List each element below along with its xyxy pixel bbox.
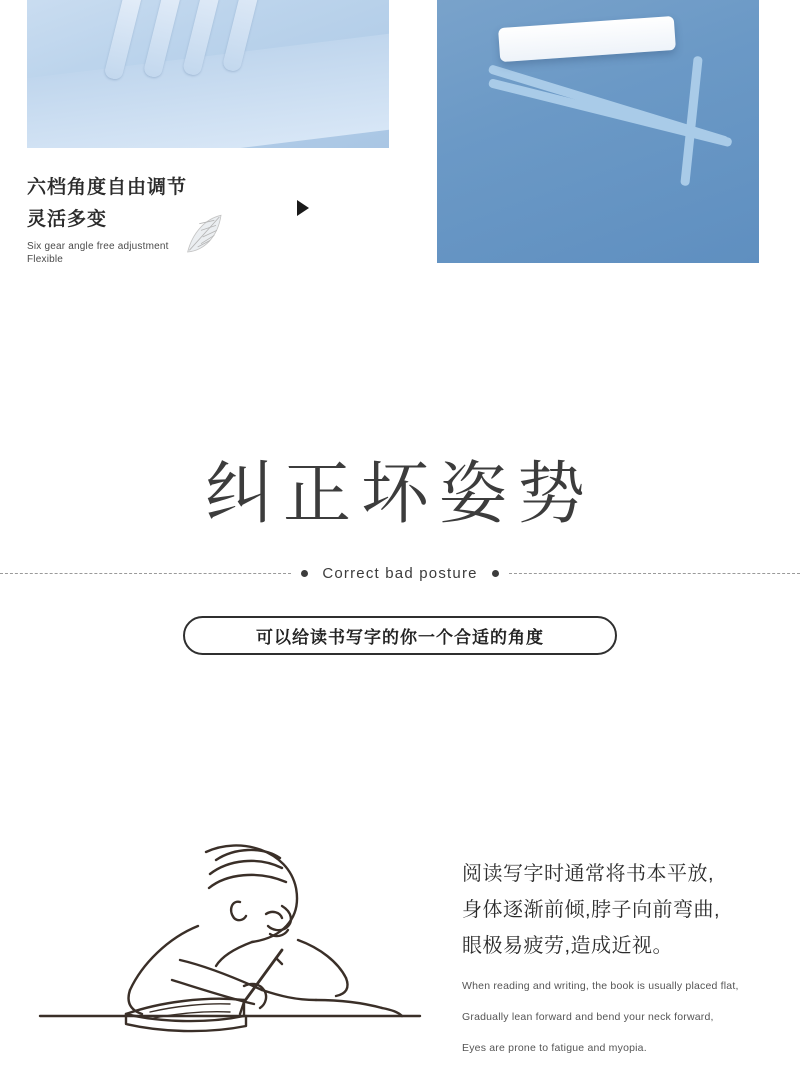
bottom-cn-line3: 眼极易疲劳,造成近视。 xyxy=(462,935,674,957)
divider-line-left xyxy=(0,573,291,574)
bottom-en-line3: Eyes are prone to fatigue and myopia. xyxy=(462,1042,647,1054)
bottom-en-line2: Gradually lean forward and bend your neck forward, xyxy=(462,1011,714,1023)
feature-caption-cn-line1: 六档角度自由调节 xyxy=(27,177,188,198)
bottom-cn-line2: 身体逐渐前倾,脖子向前弯曲, xyxy=(462,899,721,921)
rod-shape xyxy=(680,56,703,186)
play-triangle-icon xyxy=(297,200,309,216)
feature-caption-cn-line2: 灵活多变 xyxy=(27,209,108,230)
feature-caption-en-line2: Flexible xyxy=(27,254,64,265)
divider-line-right xyxy=(509,573,800,574)
panel-edge-shape xyxy=(27,34,389,148)
clip-bar-shape xyxy=(498,16,676,62)
bottom-en-line1: When reading and writing, the book is usually placed flat, xyxy=(462,980,739,992)
child-writing-illustration xyxy=(30,830,430,1060)
divider-dot-right-icon xyxy=(492,570,499,577)
pill-banner xyxy=(183,616,617,655)
bottom-description xyxy=(462,856,782,1057)
divider-dot-left-icon xyxy=(301,570,308,577)
leaf-icon xyxy=(180,212,232,262)
feature-caption-en-line1: Six gear angle free adjustment xyxy=(27,241,169,252)
product-photo-right xyxy=(437,0,759,263)
product-photo-left xyxy=(27,0,389,148)
dashed-divider xyxy=(0,562,800,584)
section-headline-cn: 纠正坏姿势 xyxy=(204,455,595,534)
pill-banner-label: 可以给读书写字的你一个合适的角度 xyxy=(256,628,544,647)
section-headline-en: Correct bad posture xyxy=(322,564,478,582)
bottom-cn-line1: 阅读写字时通常将书本平放, xyxy=(462,863,715,885)
